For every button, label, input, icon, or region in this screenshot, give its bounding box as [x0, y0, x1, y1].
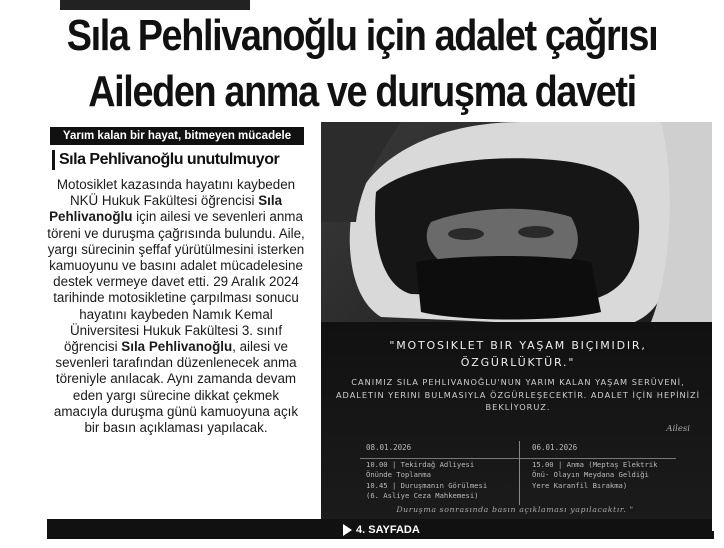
subheadline: Sıla Pehlivanoğlu unutulmuyor — [52, 150, 313, 170]
headline — [0, 0, 724, 116]
continued-page-link[interactable] — [343, 522, 420, 538]
poster-quote — [336, 337, 700, 371]
corner-mark — [710, 531, 714, 539]
event-hearing — [366, 443, 516, 502]
headline-line-2: Aileden anma ve duruşma daveti — [88, 67, 636, 116]
event-memorial-date: 06.01.2026 — [532, 443, 578, 452]
headline-line-1: Sıla Pehlivanoğlu için adalet çağrısı — [66, 11, 658, 60]
body-text-3: , ailesi ve sevenleri tarafından düzenlenecek anma töreniyle anılacak. Aynı zamanda devam eden yargı sürecine dikkat çekmek amacıyla duruşma günü kamuoyuna açık bir basın açıklaması yapılacak. — [53, 339, 299, 436]
event-hearing-line-4: (6. Asliye Ceza Mahkemesi) — [366, 491, 479, 500]
article-body — [47, 177, 305, 436]
poster-footnote: Duruşma sonrasında basın açıklaması yapılacaktır. " — [396, 505, 634, 514]
name-highlight-1: Sıla Pehlivanoğlu — [49, 193, 283, 225]
event-memorial-line-1: 15.00 | Anma (Meptaş Elektrik — [532, 459, 658, 469]
event-hearing-date: 08.01.2026 — [366, 443, 412, 452]
body-text-1: Motosiklet kazasında hayatını kaybeden NKÜ Hukuk Fakültesi öğrencisi — [56, 177, 296, 209]
event-memorial-line-3: Yere Karanfil Bırakma) — [532, 480, 628, 490]
poster-column-divider — [519, 441, 520, 505]
event-memorial-line-2: Önü- Olayın Meydana Geldiği — [532, 470, 649, 479]
event-hearing-line-1: 10.00 | Tekirdağ Adliyesi — [366, 459, 475, 469]
arrow-right-icon — [343, 524, 352, 536]
poster-quote-line-1: "MOTOSIKLET BIR YAŞAM BIÇIMIDIR, — [389, 339, 647, 352]
name-highlight-2: Sıla Pehlivanoğlu — [121, 339, 233, 355]
poster-signature: Ailesi — [666, 424, 690, 434]
body-text-2: için ailesi ve sevenleri anma töreni ve duruşma çağrısında bulundu. Aile, yargı sürecinin şeffaf yürütülmesini isterken kamuoyunu ve basını adalet mücadelesine destek vermeye davet etti. 29 Aralık 2024 tarihinde motosikletine çarpılması sonucu hayatını kaybeden Namık Kemal Üniversitesi Hukuk Fakültesi 3. sınıf öğrencisi — [47, 209, 305, 355]
event-memorial — [532, 443, 682, 491]
poster-description: CANIMIZ SILA PEHLIVANOĞLU'NUN YARIM KALAN YAŞAM SERÜVENİ, ADALETIN YERINI BULMASIYLA ÖZGÜRLEŞECEKTİR. ADALET İÇİN HEPİNİZİ BEKLİYORUZ. — [335, 377, 701, 412]
continued-page-label: 4. SAYFADA — [356, 524, 420, 536]
event-hearing-line-3: 10.45 | Duruşmanın Görülmesi — [366, 480, 488, 490]
kicker-banner: Yarım kalan bir hayat, bitmeyen mücadele — [50, 127, 304, 145]
event-hearing-line-2: Önünde Toplanma — [366, 470, 431, 479]
poster-quote-line-2: ÖZGÜRLÜKTÜR." — [460, 356, 576, 369]
